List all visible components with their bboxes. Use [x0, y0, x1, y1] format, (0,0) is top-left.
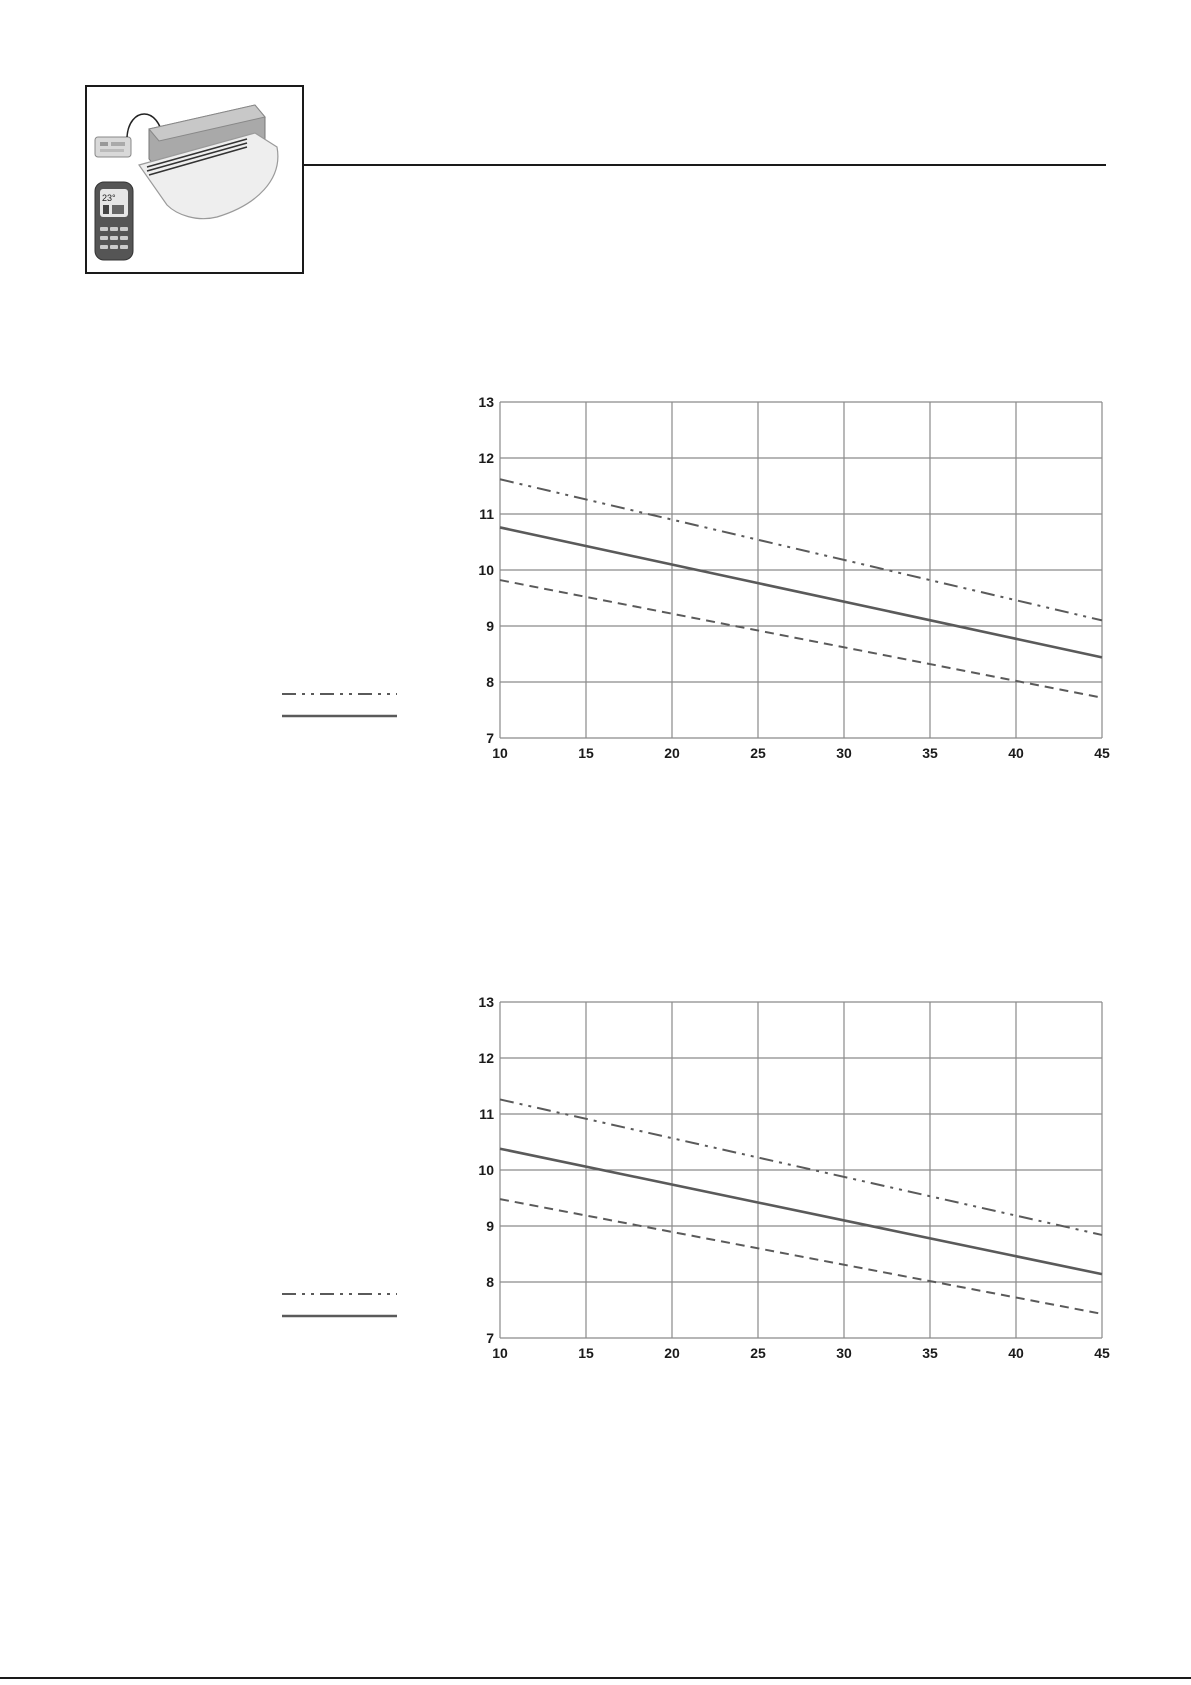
x-tick-label: 20: [664, 745, 680, 761]
chart-1-legend: [282, 686, 402, 736]
y-tick-label: 11: [479, 506, 494, 522]
y-tick-label: 9: [486, 1218, 494, 1234]
chart-svg: [470, 990, 1110, 1370]
y-tick-label: 10: [478, 562, 494, 578]
svg-text:23°: 23°: [102, 193, 116, 203]
x-tick-label: 45: [1094, 1345, 1110, 1361]
x-tick-label: 25: [750, 1345, 766, 1361]
legend-svg: [282, 1286, 402, 1336]
x-tick-label: 30: [836, 745, 852, 761]
legend-svg: [282, 686, 402, 736]
footer-rule: [0, 1677, 1191, 1679]
product-image: [85, 85, 304, 274]
y-tick-label: 12: [478, 450, 494, 466]
x-tick-label: 45: [1094, 745, 1110, 761]
y-tick-label: 7: [486, 1330, 494, 1346]
y-tick-label: 12: [478, 1050, 494, 1066]
x-tick-label: 40: [1008, 745, 1024, 761]
ceiling-unit-icon: [87, 87, 302, 272]
y-tick-label: 8: [486, 1274, 494, 1290]
y-tick-label: 7: [486, 730, 494, 746]
x-tick-label: 40: [1008, 1345, 1024, 1361]
chart-svg: [470, 390, 1110, 770]
y-tick-label: 10: [478, 1162, 494, 1178]
capacity-chart-1: [470, 390, 1110, 770]
x-tick-label: 20: [664, 1345, 680, 1361]
y-tick-label: 13: [478, 994, 494, 1010]
y-tick-label: 11: [479, 1106, 494, 1122]
chart-2-legend: [282, 1286, 402, 1336]
x-tick-label: 25: [750, 745, 766, 761]
x-tick-label: 35: [922, 745, 938, 761]
x-tick-label: 35: [922, 1345, 938, 1361]
x-tick-label: 10: [492, 1345, 508, 1361]
y-tick-label: 8: [486, 674, 494, 690]
x-tick-label: 15: [578, 745, 594, 761]
series-line-dash-dot: [500, 479, 1102, 620]
x-tick-label: 15: [578, 1345, 594, 1361]
header-rule: [304, 164, 1106, 166]
x-tick-label: 30: [836, 1345, 852, 1361]
y-tick-label: 13: [478, 394, 494, 410]
capacity-chart-2: [470, 990, 1110, 1370]
x-tick-label: 10: [492, 745, 508, 761]
y-tick-label: 9: [486, 618, 494, 634]
